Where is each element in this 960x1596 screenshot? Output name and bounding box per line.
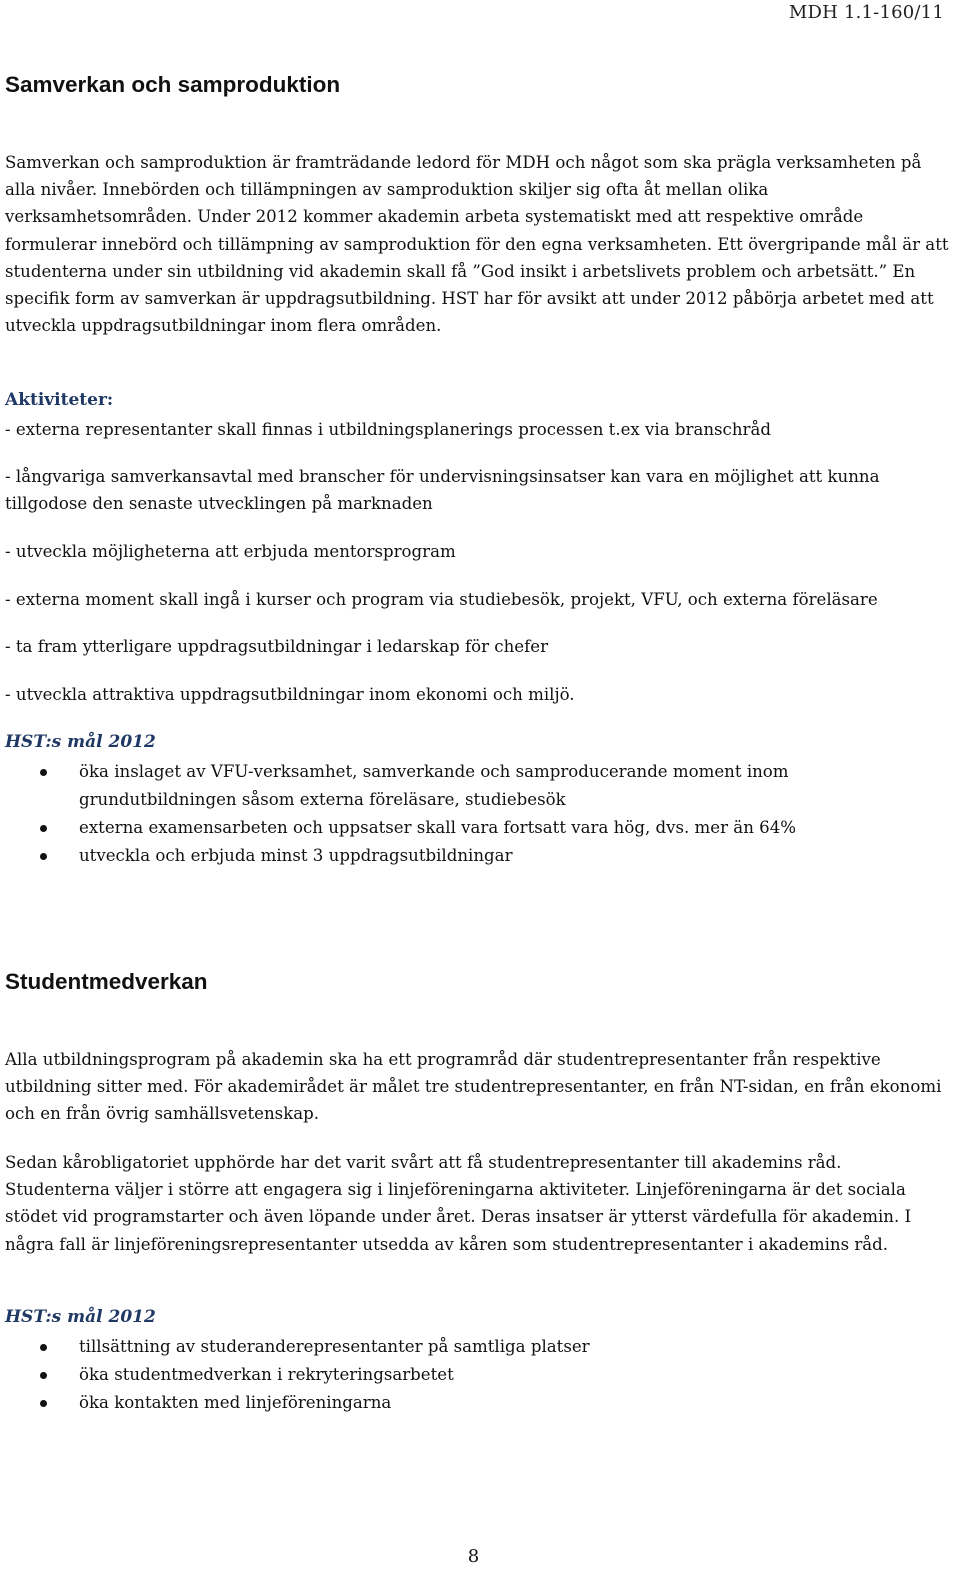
bullet-icon xyxy=(40,1400,47,1407)
goals-list xyxy=(0,758,945,870)
activity-item: - långvariga samverkansavtal med branscher för undervisningsinsatser kan vara en möjlighet att kunna tillgodose den senaste utvecklingen på marknaden xyxy=(5,467,880,514)
goal-text: öka kontakten med linjeföreningarna xyxy=(79,1393,392,1412)
goal-text: tillsättning av studeranderepresentanter på samtliga platser xyxy=(79,1337,590,1356)
bullet-icon xyxy=(40,825,47,832)
page-number: 8 xyxy=(467,1546,480,1567)
section-title-samverkan: Samverkan och samproduktion xyxy=(5,72,341,97)
activity-item: - ta fram ytterligare uppdragsutbildningar i ledarskap för chefer xyxy=(5,637,548,656)
intro-paragraph: Samverkan och samproduktion är framträdande ledord för MDH och något som ska prägla verksamheten på alla nivåer. Innebörden och tillämpningen av samproduktion skiljer sig ofta åt mellan olika verksamhetsområden. Under 2012 kommer akademin arbeta systematiskt med att respektive område formulerar innebörd och tillämpning av samproduktion för den egna verksamheten. Ett övergripande mål är att studenterna under sin utbildning vid akademin skall få ”God insikt i arbetslivets problem och arbetsätt.” En specifik form av samverkan är uppdragsutbildning. HST har för avsikt att under 2012 påbörja arbetet med att utveckla uppdragsutbildningar inom flera områden. xyxy=(5,153,949,336)
goals-heading: HST:s mål 2012 xyxy=(5,1307,156,1327)
bullet-icon xyxy=(40,1344,47,1351)
goal-text: utveckla och erbjuda minst 3 uppdragsutbildningar xyxy=(79,846,513,865)
activities-heading: Aktiviteter: xyxy=(5,390,114,410)
section-title-studentmedverkan: Studentmedverkan xyxy=(5,969,208,994)
bullet-icon xyxy=(40,1372,47,1379)
goal-item xyxy=(0,1389,945,1417)
bullet-icon xyxy=(40,769,47,776)
studentmedverkan-paragraph-2: Sedan kårobligatoriet upphörde har det varit svårt att få studentrepresentanter till akademins råd. Studenterna väljer i större att engagera sig i linjeföreningarna aktiviteter. Linjeföreningarna är det sociala stödet vid programstarter och även löpande under året. Deras insatser är ytterst värdefulla för akademin. I några fall är linjeföreningsrepresentanter utsedda av kåren som studentrepresentanter i akademins råd. xyxy=(5,1153,912,1254)
goal-item xyxy=(0,758,945,814)
goals-list xyxy=(0,1333,945,1417)
bullet-icon xyxy=(40,853,47,860)
activity-item: - utveckla attraktiva uppdragsutbildningar inom ekonomi och miljö. xyxy=(5,685,575,704)
goal-item xyxy=(0,842,945,870)
goal-text: öka inslaget av VFU-verksamhet, samverkande och samproducerande moment inom grundutbildningen såsom externa föreläsare, studiebesök xyxy=(79,762,789,809)
goals-heading: HST:s mål 2012 xyxy=(5,732,156,752)
studentmedverkan-paragraph-1: Alla utbildningsprogram på akademin ska ha ett programråd där studentrepresentanter från respektive utbildning sitter med. För akademirådet är målet tre studentrepresentanter, en från NT-sidan, en från ekonomi och en från övrig samhällsvetenskap. xyxy=(5,1050,942,1124)
activity-item: - externa representanter skall finnas i utbildningsplanerings processen t.ex via branschråd xyxy=(5,420,771,439)
goal-text: öka studentmedverkan i rekryteringsarbetet xyxy=(79,1365,454,1384)
document-reference: MDH 1.1-160/11 xyxy=(788,2,944,23)
goal-item xyxy=(0,1333,945,1361)
goal-item xyxy=(0,1361,945,1389)
goal-text: externa examensarbeten och uppsatser skall vara fortsatt vara hög, dvs. mer än 64% xyxy=(79,818,797,837)
goal-item xyxy=(0,814,945,842)
activity-item: - externa moment skall ingå i kurser och program via studiebesök, projekt, VFU, och externa föreläsare xyxy=(5,590,878,609)
activity-item: - utveckla möjligheterna att erbjuda mentorsprogram xyxy=(5,542,456,561)
